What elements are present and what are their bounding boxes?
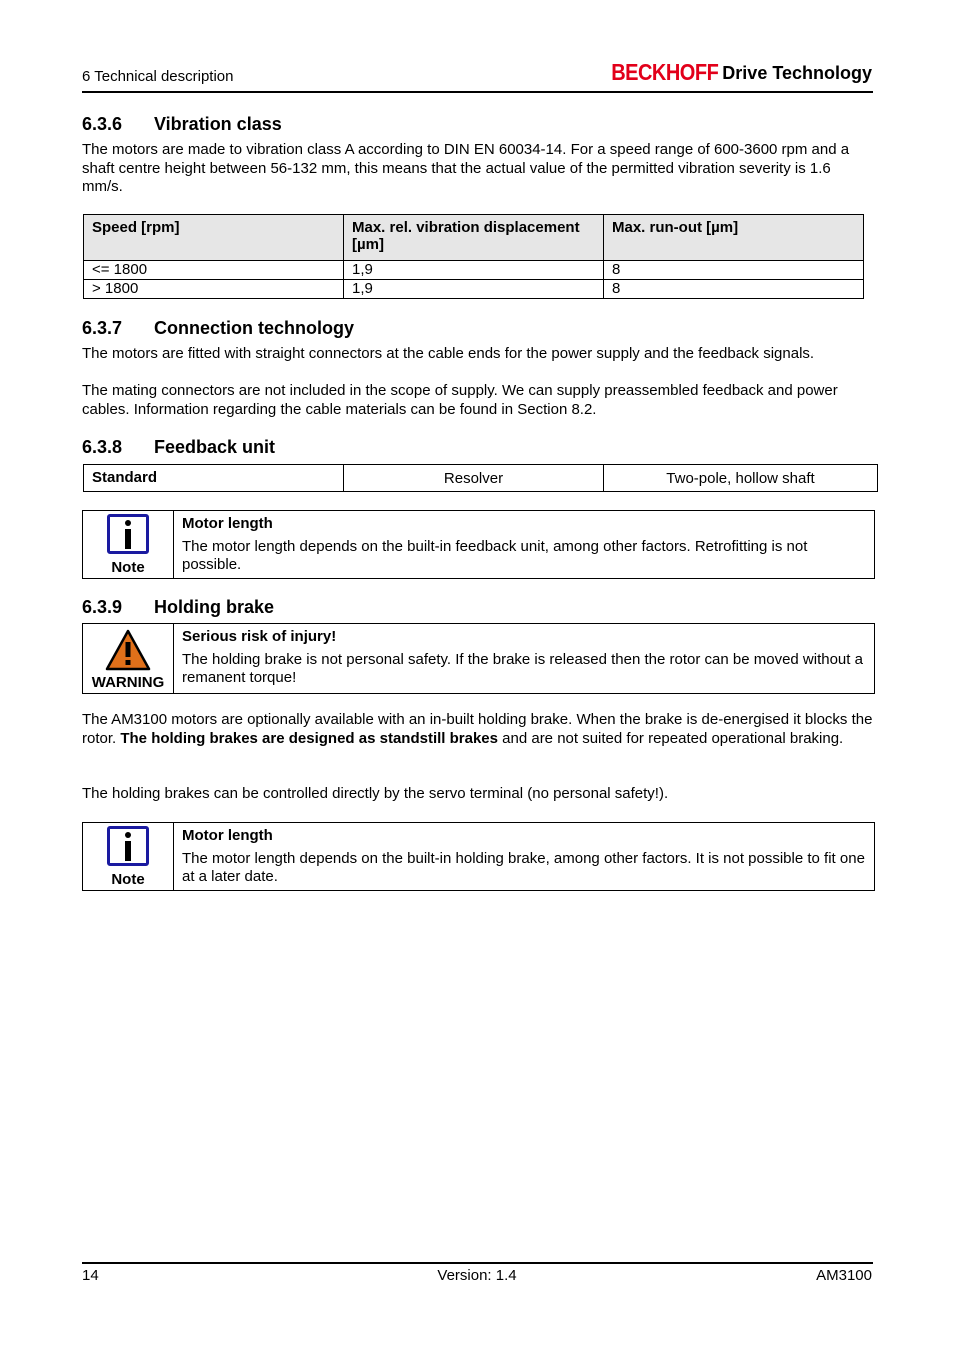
- warning-text: The holding brake is not personal safety. If the brake is released then the rotor can be moved without a remanent torque!: [182, 651, 863, 686]
- table-row: [84, 261, 864, 280]
- product-name: AM3100: [816, 1267, 872, 1284]
- heading-holding-brake: 6.3.9 Holding brake: [82, 597, 275, 617]
- brake-text-1: The AM3100 motors are optionally available with an in-built holding brake. When the brake is de-energised it blocks the rotor. The holding brakes are designed as standstill brakes and are not suited for repeated operational braking.: [82, 711, 873, 747]
- note-box-feedback: [82, 510, 875, 579]
- warning-title: Serious risk of injury!: [182, 628, 337, 645]
- vibration-text: The motors are made to vibration class A according to DIN EN 60034-14. For a speed range of 600-3600 rpm and a shaft centre height between 56-132 mm, this means that the actual value of the permitted vibration severity is 1.6 mm/s.: [82, 141, 850, 195]
- table-row: [84, 280, 864, 299]
- table-header: Speed [rpm]: [84, 215, 344, 261]
- brand-tagline: Drive Technology: [722, 63, 872, 83]
- warning-icon: [105, 629, 151, 671]
- table-cell: 8: [604, 261, 864, 280]
- info-icon: [107, 514, 149, 554]
- brand: [611, 62, 872, 85]
- header-section-title: 6 Technical description: [82, 68, 234, 85]
- beckhoff-logo: BECKHOFF: [611, 60, 719, 86]
- heading-feedback-unit: 6.3.8 Feedback unit: [82, 437, 276, 457]
- note-label: Note: [111, 559, 145, 576]
- note-box-brake: [82, 822, 875, 891]
- table-cell: 8: [604, 280, 864, 299]
- table-header: Max. run-out [µm]: [604, 215, 864, 261]
- table-cell: 1,9: [344, 280, 604, 299]
- note-title: Motor length: [182, 827, 273, 844]
- info-icon: [107, 826, 149, 866]
- warning-box: [82, 623, 875, 694]
- version: Version: 1.4: [437, 1267, 517, 1284]
- connection-text-1: The motors are fitted with straight connectors at the cable ends for the power supply and the feedback signals.: [82, 345, 815, 362]
- heading-vibration-class: 6.3.6 Vibration class: [82, 114, 282, 134]
- table-cell: > 1800: [84, 280, 344, 299]
- table-cell: 1,9: [344, 261, 604, 280]
- note-title: Motor length: [182, 515, 273, 532]
- feedback-table: [83, 464, 878, 492]
- table-header: Max. rel. vibration displacement [µm]: [344, 215, 604, 261]
- warning-label: WARNING: [91, 674, 165, 691]
- table-cell: <= 1800: [84, 261, 344, 280]
- footer-rule: [82, 1262, 873, 1264]
- vibration-table: [83, 214, 864, 299]
- connection-text-2: The mating connectors are not included in the scope of supply. We can supply preassembled feedback and power cables. Information regarding the cable materials can be found in Section 8.2.: [82, 382, 838, 418]
- header-rule: [82, 91, 873, 93]
- page-number: 14: [82, 1267, 99, 1284]
- feedback-label: Standard: [84, 465, 344, 492]
- feedback-detail: Two-pole, hollow shaft: [604, 465, 878, 492]
- feedback-type: Resolver: [344, 465, 604, 492]
- heading-connection-technology: 6.3.7 Connection technology: [82, 318, 354, 338]
- note-text: The motor length depends on the built-in feedback unit, among other factors. Retrofitting is not possible.: [182, 538, 808, 573]
- note-label: Note: [111, 871, 145, 888]
- note-text: The motor length depends on the built-in holding brake, among other factors. It is not possible to fit one at a later date.: [182, 850, 865, 885]
- brake-text-2: The holding brakes can be controlled directly by the servo terminal (no personal safety!).: [82, 785, 669, 802]
